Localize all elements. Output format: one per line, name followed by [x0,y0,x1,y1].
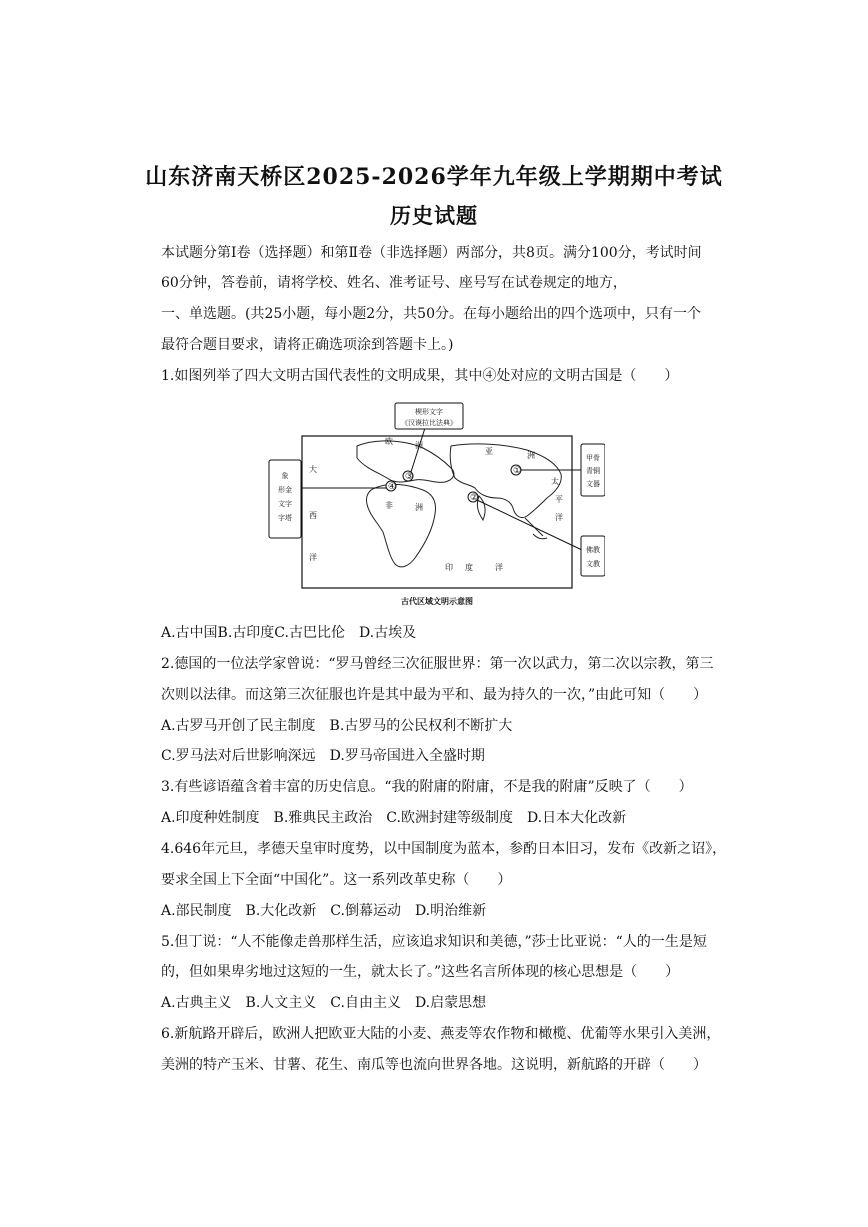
callout-top-line-2: 《汉谟拉比法典》 [401,419,457,427]
callout-right-bottom-line-2: 文教 [586,560,600,568]
map-label: 太 [551,477,559,486]
exam-subtitle: 历史试题 [390,203,478,228]
q2-stem-line-2: 次则以法律。而这第三次征服也许是其中最为平和、最为持久的一次，”由此可知（ ） [161,687,708,703]
callout-left-line-2: 形金 [278,486,292,494]
q5-stem-line-1: 5.但丁说：“人不能像走兽那样生活，应该追求知识和美德，”莎士比亚说：“人的一生是短 [161,934,707,950]
map-label: 洲 [415,441,423,450]
map-label: 西 [309,511,317,520]
map-label: 平 [555,495,563,504]
section-line-1: 一、单选题。(共25小题，每小题2分，共50分。在每小题给出的四个选项中，只有一个 [161,306,701,322]
map-label: 洋 [309,553,317,562]
q6-stem-line-2: 美洲的特产玉米、甘薯、花生、南瓜等也流向世界各地。这说明，新航路的开辟（ ） [161,1057,707,1073]
q4-stem-line-2: 要求全国上下全面“中国化”。这一系列改革史称（ ） [161,872,512,888]
intro-line-1: 本试题分第Ⅰ卷（选择题）和第Ⅱ卷（非选择题）两部分，共8页。满分100分，考试时间 [161,245,702,261]
map-caption: 古代区域文明示意图 [401,597,473,606]
q2-options-line-2: C.罗马法对后世影响深远 D.罗马帝国进入全盛时期 [161,748,485,764]
section-line-2: 最符合题目要求，请将正确选项涂到答题卡上。) [161,337,454,353]
map-label: 度 [465,563,473,572]
q5-stem-line-2: 的，但如果卑劣地过这短的一生，就太长了。”这些名言所体现的核心思想是（ ） [161,964,680,980]
callout-right-top-line-3: 文器 [586,480,600,488]
q4-stem-line-1: 4.646年元旦，孝德天皇审时度势，以中国制度为蓝本，参酌日本旧习，发布《改新之诏》， [161,841,727,857]
exam-title: 山东济南天桥区2025-2026学年九年级上学期期中考试 [145,164,723,190]
map-label: 非 [385,501,393,510]
q3-options: A.印度种姓制度 B.雅典民主政治 C.欧洲封建等级制度 D.日本大化改新 [161,810,627,826]
intro-line-2: 60分钟，答卷前，请将学校、姓名、准考证号、座号写在试卷规定的地方， [161,275,627,291]
q4-options: A.部民制度 B.大化改新 C.倒幕运动 D.明治维新 [161,903,487,919]
callout-left-line-3: 文字 [278,500,292,508]
callout-top-line-1: 楔形文字 [415,408,443,416]
map-label: 大 [309,465,317,474]
q6-stem-line-1: 6.新航路开辟后，欧洲人把欧亚大陆的小麦、燕麦等农作物和橄榄、优葡等水果引入美洲， [161,1026,721,1042]
callout-right-bottom [581,536,605,576]
marker-1: ① [513,466,522,476]
q2-options-line-1: A.古罗马开创了民主制度 B.古罗马的公民权利不断扩大 [161,718,513,734]
q1-stem: 1.如图列举了四大文明古国代表性的文明成果，其中④处对应的文明古国是（ ） [161,368,679,384]
q5-options: A.古典主义 B.人文主义 C.自由主义 D.启蒙思想 [161,995,487,1011]
callout-right-bottom-line-1: 佛教 [586,546,600,554]
marker-4: ④ [388,482,397,492]
map-label: 洋 [495,563,503,572]
q2-stem-line-1: 2.德国的一位法学家曾说：“罗马曾经三次征服世界：第一次以武力，第二次以宗教，第三 [161,656,714,672]
map-label: 欧 [385,437,393,446]
map-label: 洋 [555,513,563,522]
ancient-civilization-map [265,398,605,613]
map-label: 洲 [415,503,423,512]
q1-options: A.古中国B.古印度C.古巴比伦 D.古埃及 [161,625,417,641]
map-label: 亚 [485,447,493,456]
callout-right-top-line-1: 甲骨 [586,454,600,462]
callout-left-line-1: 象 [281,472,289,480]
marker-2: ② [470,493,479,503]
marker-3: ③ [405,472,414,482]
map-label: 洲 [527,451,535,460]
q3-stem: 3.有些谚语蕴含着丰富的历史信息。“我的附庸的附庸，不是我的附庸”反映了（ ） [161,779,693,795]
callout-left-line-4: 字塔 [278,514,292,522]
callout-right-top-line-2: 青铜 [586,467,600,475]
map-label: 印 [445,563,453,572]
